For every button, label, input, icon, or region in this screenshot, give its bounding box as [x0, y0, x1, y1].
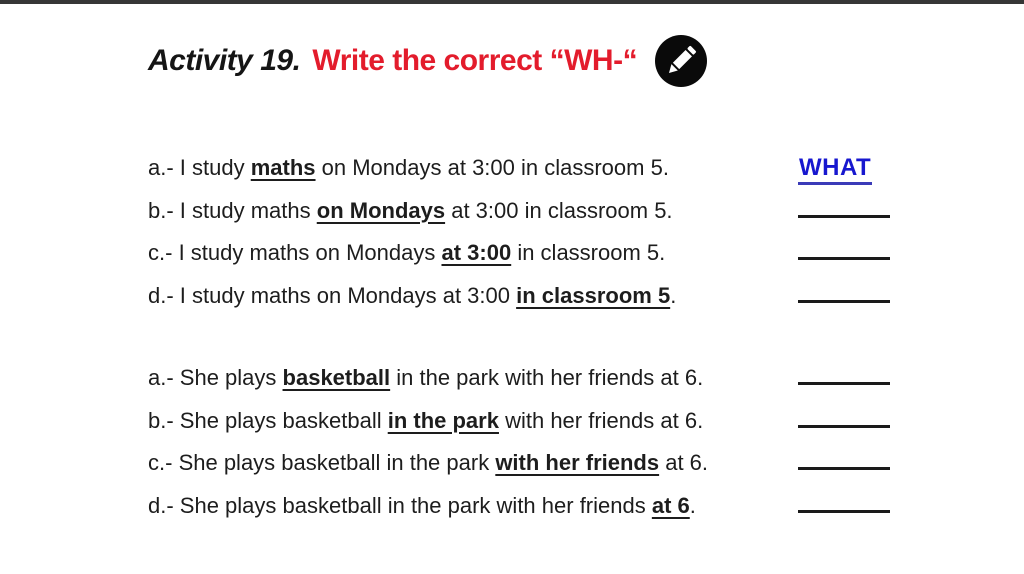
sentence-row [148, 275, 890, 318]
answer-blank [798, 467, 890, 470]
item-letter: b.- [148, 197, 174, 223]
sentence-group-1 [148, 147, 890, 317]
activity-label: Activity 19. [148, 44, 301, 77]
sentence-pre: I study [173, 155, 251, 180]
answer-blank [798, 425, 890, 428]
answer-blank [798, 510, 890, 513]
sentence-post: . [689, 492, 696, 518]
sentence-pre: I study maths on Mondays at 3:00 [173, 282, 517, 308]
sentence-post: with her friends at 6. [498, 407, 704, 433]
item-letter: c.- [148, 240, 173, 265]
sentence-post: . [670, 282, 677, 308]
answer-blank [798, 215, 890, 218]
sentence-pre: She plays basketball in the park with her friends [173, 492, 652, 518]
sentence [148, 357, 703, 400]
sentence-highlight: basketball [282, 365, 391, 390]
sentence-row [148, 485, 890, 528]
sentence-post: at 3:00 in classroom 5. [445, 197, 673, 223]
sentence-highlight: with her friends [495, 450, 660, 475]
answer-blank [798, 382, 890, 385]
sentence-pre: She plays [173, 365, 283, 390]
item-letter: d.- [148, 492, 174, 518]
pencil-icon [655, 35, 707, 87]
sentence-post: at 6. [659, 450, 709, 475]
sentence-pre: She plays basketball [173, 407, 388, 433]
sentence-highlight: in classroom 5 [516, 282, 671, 308]
activity-header [148, 34, 890, 88]
activity-instruction: Write the correct “WH-“ [312, 44, 638, 77]
item-letter: a.- [148, 365, 174, 390]
item-letter: d.- [148, 282, 174, 308]
answer-blank [798, 300, 890, 303]
sentence-row [148, 147, 890, 190]
answer-slot [798, 154, 890, 185]
sentence-row [148, 442, 890, 485]
sentence-pre: I study maths on Mondays [172, 240, 442, 265]
sentence [148, 485, 696, 528]
sentence [148, 275, 676, 318]
sentence [148, 147, 669, 190]
worksheet-page [0, 34, 1024, 527]
sentence-highlight: on Mondays [316, 197, 446, 223]
sentence [148, 442, 708, 485]
item-letter: c.- [148, 450, 173, 475]
sentence-highlight: at 6 [651, 492, 690, 518]
sentence-highlight: in the park [387, 407, 499, 433]
sentence-highlight: at 3:00 [441, 240, 512, 265]
top-border [0, 0, 1024, 4]
sentence-row [148, 400, 890, 443]
sentence-post: in classroom 5. [511, 240, 666, 265]
answer-blank [798, 257, 890, 260]
item-letter: a.- [148, 155, 174, 180]
sentence-highlight: maths [250, 155, 316, 180]
sentence-post: on Mondays at 3:00 in classroom 5. [315, 155, 669, 180]
sentence-group-2 [148, 357, 890, 527]
item-letter: b.- [148, 407, 174, 433]
sentence-row [148, 190, 890, 233]
sentence [148, 190, 673, 233]
sentence-row [148, 357, 890, 400]
sentence [148, 400, 703, 443]
sentence-post: in the park with her friends at 6. [390, 365, 704, 390]
answer-what: WHAT [798, 154, 872, 185]
sentence-row [148, 232, 890, 275]
sentence [148, 232, 665, 275]
sentence-pre: I study maths [173, 197, 317, 223]
sentence-pre: She plays basketball in the park [172, 450, 496, 475]
